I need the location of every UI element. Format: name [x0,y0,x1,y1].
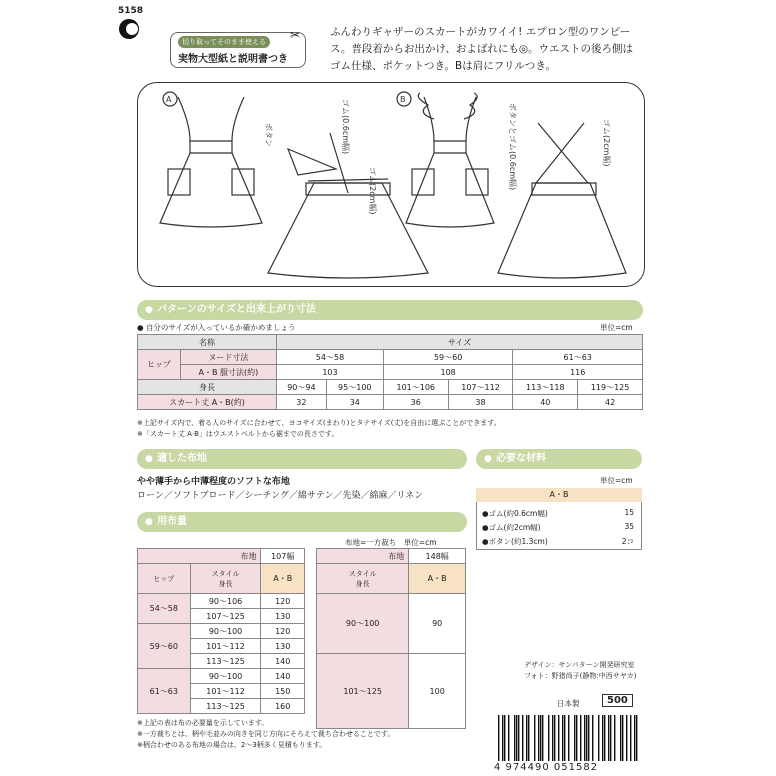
skirt-val: 40 [513,395,578,410]
nude-val: 59〜60 [383,350,513,365]
width-148: 148幅 [409,549,466,564]
intro-text: ふんわりギャザーのスカートがカワイイ! エプロン型のワンピース。普段着からお出かけ、およばれにも◎。ウエストの後ろ側はゴム仕様、ポケットつき。Bは肩にフリルつき。 [330,26,634,72]
height-val: 90〜94 [277,380,327,395]
garment-val: 108 [383,365,513,380]
amount-cell: 160 [261,699,305,714]
size-note: ● 自分のサイズが入っているか確かめましょう [137,323,296,332]
materials-unit: 単位=cm [600,476,633,485]
yardage-title: ● 用布量 [137,512,467,532]
height-val: 101〜106 [383,380,448,395]
materials-head: A・B [476,488,642,502]
credit-design: デザイン：サンパターン開発研究室 [524,661,635,669]
hip-header: ヒップ [138,350,181,380]
amount-cell: 120 [261,624,305,639]
height-cell: 90〜100 [317,594,409,654]
height-cell: 101〜112 [190,684,261,699]
price: 500 [602,694,633,707]
skirt-header: スカート丈 A・B(約) [138,395,277,410]
yardage-table-148 [316,548,466,729]
nude-header: ヌード寸法 [180,350,276,365]
size-section-title: ● パターンのサイズと出来上がり寸法 [137,300,643,320]
amount-cell: 120 [261,594,305,609]
height-val: 119〜125 [578,380,643,395]
height-cell: 90〜100 [190,624,261,639]
skirt-val: 42 [578,395,643,410]
ab-header: A・B [261,564,305,594]
made-in: 日本製 [557,699,580,708]
barcode-icon [494,715,642,763]
brand-logo-icon [118,18,140,40]
label-a: A [166,95,172,104]
size-foot-line: ※「スカート丈 A·B」はウエストベルトから裾までの長さです。 [137,430,339,438]
hip-cell: 59〜60 [138,624,191,669]
style-corner: スタイル 身長 [190,564,261,594]
fabric-section-title: ● 適した布地 [137,449,467,469]
garment-header: A・B 服寸法(約) [180,365,276,380]
material-row: ●ゴム(約2cm幅) 35 [482,522,634,532]
garment-illustration [137,82,645,287]
height-cell: 90〜106 [190,594,261,609]
skirt-val: 38 [448,395,513,410]
scissors-icon: ✂ [290,28,301,42]
amount-cell: 130 [261,639,305,654]
button-elastic-label: ボタンとゴム(0.6cm幅) [508,103,517,191]
yardage-footnote [137,718,394,751]
elastic-2-label: ゴム(2cm幅) [368,167,377,215]
button-label: ボタン [264,123,273,147]
height-val: 107〜112 [448,380,513,395]
amount-cell: 100 [409,654,466,729]
size-foot-line: ※上記サイズ内で、着る人のサイズに合わせて、ヨコサイズ(まわり)とタテサイズ(丈)を自由に選ぶことができます。 [137,419,501,427]
fabric-line2: ローン／ソフトブロード／シーチング／綿サテン／先染／綿麻／リネン [137,491,424,501]
height-cell: 101〜112 [190,639,261,654]
material-row: ●ボタン(約1.3cm) 2コ [482,537,634,546]
credits [524,660,636,682]
nude-val: 54〜58 [277,350,384,365]
height-cell: 113〜125 [190,699,261,714]
amount-cell: 140 [261,654,305,669]
product-code: 5158 [118,6,144,16]
size-table [137,334,643,410]
hip-cell: 54〜58 [138,594,191,624]
garment-val: 103 [277,365,384,380]
skirt-val: 34 [326,395,383,410]
ab-header: A・B [409,564,466,594]
barcode-number: 4 974490 051582 [494,762,599,773]
hip-cell: 61〜63 [138,669,191,714]
height-header: 身長 [138,380,277,395]
height-cell: 90〜100 [190,669,261,684]
size-unit: 単位=cm [600,323,633,332]
skirt-val: 36 [383,395,448,410]
width-107: 107幅 [261,549,305,564]
elastic-2b-label: ゴム(2cm幅) [602,119,611,167]
size-footnote [137,418,501,440]
material-row: ●ゴム(約0.6cm幅) 15 [482,508,634,518]
hip-corner: ヒップ [138,564,191,594]
height-val: 95〜100 [326,380,383,395]
amount-cell: 90 [409,594,466,654]
yardage-foot-line: ※柄合わせのある布地の場合は、2〜3柄多く見積もります。 [137,741,327,749]
height-cell: 113〜125 [190,654,261,669]
garment-drawing [138,83,643,285]
style-corner: スタイル 身長 [317,564,409,594]
yardage-foot-line: ※上記の表は布の必要量を示しています。 [137,719,269,727]
credit-photo: フォト：野猪尚子(静物:中西サヤカ) [524,672,637,680]
height-cell: 107〜125 [190,609,261,624]
amount-cell: 140 [261,669,305,684]
h-name: 名称 [138,335,277,350]
nude-val: 61〜63 [513,350,643,365]
label-b: B [400,95,406,104]
h-size: サイズ [277,335,643,350]
yardage-note: 布地=一方裁ち 単位=cm [345,538,437,547]
materials-title: ● 必要な材料 [476,449,642,469]
fabric-header: 布地 [138,549,261,564]
fabric-header: 布地 [317,549,409,564]
height-val: 113〜118 [513,380,578,395]
elastic-06-label: ゴム(0.6cm幅) [341,99,350,155]
amount-cell: 150 [261,684,305,699]
yardage-foot-line: ※一方裁ちとは、柄や毛並みの向きを同じ方向にそろえて裁ち合わせることです。 [137,730,395,738]
amount-cell: 130 [261,609,305,624]
yardage-table-107 [137,548,305,714]
skirt-val: 32 [277,395,327,410]
fabric-line1: やや薄手から中薄程度のソフトな布地 [137,477,290,487]
height-cell: 101〜125 [317,654,409,729]
pattern-badge-sub: 切り取ってそのまま使える [178,36,270,48]
garment-val: 116 [513,365,643,380]
pattern-badge-title: 実物大型紙と説明書つき [178,54,288,65]
